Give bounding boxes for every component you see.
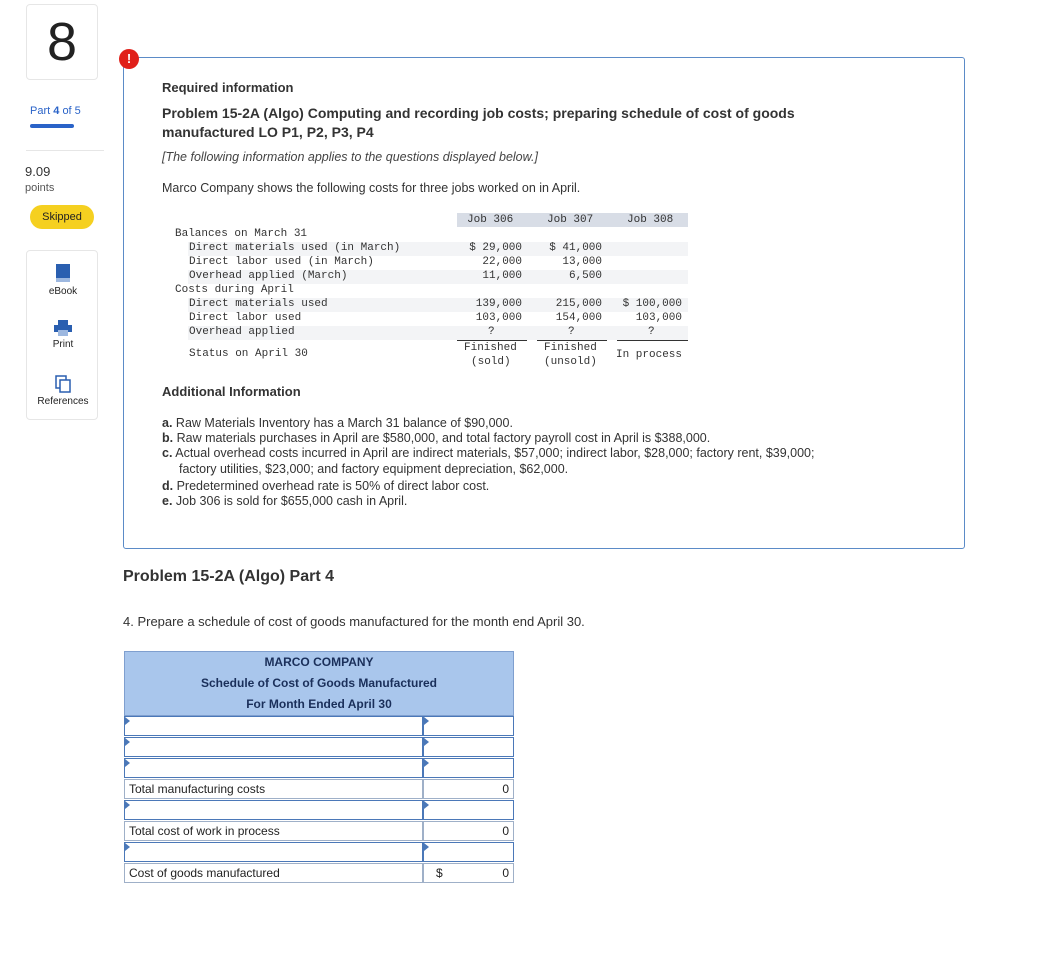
currency-symbol: $	[436, 866, 443, 880]
problem-title: Problem 15-2A (Algo) Computing and recording job costs; preparing schedule of cost of goods manufactured LO P1, P2, P3, P4	[162, 105, 795, 140]
total-rule	[617, 340, 688, 341]
job-308-header: Job 308	[627, 214, 674, 226]
schedule-title: Schedule of Cost of Goods Manufactured	[200, 676, 437, 690]
part-indicator	[30, 105, 81, 117]
total-rule	[537, 340, 607, 341]
table-row	[124, 842, 514, 862]
total-rule	[457, 340, 527, 341]
input-flag-icon	[125, 717, 130, 725]
ebook-label: eBook	[48, 286, 78, 297]
cell-value: ?	[568, 326, 575, 338]
total-wip-cell	[423, 821, 514, 841]
cell-value: 22,000	[482, 256, 522, 268]
info-item-c	[162, 446, 815, 460]
status-306-line2: (sold)	[471, 356, 511, 368]
cell-value: $ 100,000	[622, 298, 682, 310]
printer-icon	[54, 320, 72, 336]
item-text: Job 306 is sold for $655,000 cash in April.	[175, 494, 408, 508]
amount-input[interactable]	[423, 737, 514, 757]
input-flag-icon	[424, 801, 429, 809]
intro-text: Marco Company shows the following costs for three jobs worked on in April.	[162, 181, 581, 195]
status-308: In process	[616, 349, 683, 361]
amount-input[interactable]	[423, 842, 514, 862]
item-text: Raw Materials Inventory has a March 31 balance of $90,000.	[175, 416, 513, 430]
table-row	[124, 821, 514, 841]
job-307-header: Job 307	[547, 214, 594, 226]
item-text: Predetermined overhead rate is 50% of direct labor cost.	[176, 479, 490, 493]
cogm-label: Cost of goods manufactured	[124, 863, 423, 883]
table-row	[124, 716, 514, 736]
amount-input[interactable]	[423, 716, 514, 736]
total-wip-label: Total cost of work in process	[124, 821, 423, 841]
info-item-c-cont: factory utilities, $23,000; and factory equipment depreciation, $62,000.	[179, 462, 569, 476]
total-mfg-cell	[423, 779, 514, 799]
line-item-input[interactable]	[124, 800, 423, 820]
amount-input[interactable]	[423, 800, 514, 820]
references-button[interactable]	[27, 375, 99, 407]
table-row	[124, 737, 514, 757]
input-flag-icon	[125, 738, 130, 746]
item-text: Raw materials purchases in April are $580,000, and total factory payroll cost in April is $388,000.	[176, 431, 711, 445]
table-row	[124, 863, 514, 883]
part4-title: Problem 15-2A (Algo) Part 4	[123, 568, 335, 585]
part-label: Part	[30, 105, 51, 117]
item-text: Actual overhead costs incurred in April are indirect materials, $57,000; indirect labor, $28,000; factory rent, $39,000;	[175, 446, 815, 460]
book-icon	[55, 263, 71, 283]
cell-value: $ 29,000	[469, 242, 522, 254]
table-row	[124, 800, 514, 820]
cell-value: 13,000	[562, 256, 602, 268]
alert-icon: !	[119, 49, 139, 69]
copy-icon	[55, 375, 71, 393]
part-number: 4	[53, 105, 60, 117]
row-label: Direct materials used (in March)	[189, 242, 401, 254]
row-label: Direct materials used	[189, 298, 328, 310]
status-307-line1: Finished	[544, 342, 597, 354]
references-label: References	[37, 396, 89, 407]
cell-value: 215,000	[555, 298, 602, 310]
item-letter: b.	[162, 431, 174, 445]
amount-input[interactable]	[423, 758, 514, 778]
tools-panel	[26, 250, 98, 420]
cogm-schedule	[124, 651, 514, 956]
item-letter: d.	[162, 479, 174, 493]
part4-question: 4. Prepare a schedule of cost of goods manufactured for the month end April 30.	[123, 614, 585, 629]
row-label: Overhead applied	[189, 326, 295, 338]
required-heading: Required information	[162, 80, 294, 95]
input-flag-icon	[424, 759, 429, 767]
input-flag-icon	[424, 843, 429, 851]
input-flag-icon	[125, 843, 130, 851]
info-item-b	[162, 431, 710, 445]
points-value: 9.09	[25, 164, 51, 179]
applies-note: [The following information applies to the questions displayed below.]	[162, 150, 538, 164]
row-label: Overhead applied (March)	[189, 270, 348, 282]
cell-value: 139,000	[475, 298, 522, 310]
input-flag-icon	[424, 738, 429, 746]
question-number: 8	[26, 4, 98, 80]
info-item-d	[162, 479, 489, 493]
job-306-header: Job 306	[467, 214, 514, 226]
input-flag-icon	[125, 759, 130, 767]
part-of: of 5	[62, 105, 81, 117]
cell-value: $ 41,000	[549, 242, 602, 254]
item-letter: a.	[162, 416, 173, 430]
item-letter: c.	[162, 446, 173, 460]
cell-value: 6,500	[568, 270, 602, 282]
schedule-body	[124, 716, 514, 956]
cell-value: ?	[648, 326, 655, 338]
part-progress-bar	[30, 124, 74, 128]
cell-value: 154,000	[555, 312, 602, 324]
table-row	[124, 758, 514, 778]
table-row	[124, 779, 514, 799]
line-item-input[interactable]	[124, 842, 423, 862]
status-307-line2: (unsold)	[544, 356, 597, 368]
line-item-input[interactable]	[124, 737, 423, 757]
status-badge: Skipped	[30, 205, 94, 229]
points-label: points	[25, 182, 55, 194]
input-flag-icon	[424, 717, 429, 725]
cogm-value: 0	[502, 866, 509, 880]
cell-value: 103,000	[635, 312, 682, 324]
cell-value: 103,000	[475, 312, 522, 324]
cogm-cell	[423, 863, 514, 883]
total-mfg-value: 0	[502, 782, 509, 796]
status-label: Status on April 30	[189, 348, 308, 360]
total-wip-value: 0	[502, 824, 509, 838]
line-item-input[interactable]	[124, 716, 423, 736]
line-item-input[interactable]	[124, 758, 423, 778]
info-item-e	[162, 494, 407, 508]
row-label: Direct labor used (in March)	[189, 256, 374, 268]
info-item-a	[162, 416, 513, 430]
company-name: MARCO COMPANY	[264, 655, 374, 669]
section-april: Costs during April	[175, 284, 294, 296]
input-flag-icon	[125, 801, 130, 809]
cell-value: 11,000	[482, 270, 522, 282]
row-label: Direct labor used	[189, 312, 302, 324]
schedule-period: For Month Ended April 30	[246, 697, 392, 711]
print-label: Print	[52, 339, 74, 350]
print-button[interactable]	[27, 320, 99, 350]
ebook-button[interactable]	[27, 263, 99, 297]
cell-value: ?	[488, 326, 495, 338]
schedule-header	[124, 651, 514, 716]
additional-heading: Additional Information	[162, 384, 301, 399]
status-306-line1: Finished	[464, 342, 517, 354]
question-sidebar	[0, 0, 100, 925]
section-balances: Balances on March 31	[175, 228, 308, 240]
total-mfg-label: Total manufacturing costs	[124, 779, 423, 799]
divider	[26, 150, 104, 151]
item-letter: e.	[162, 494, 173, 508]
